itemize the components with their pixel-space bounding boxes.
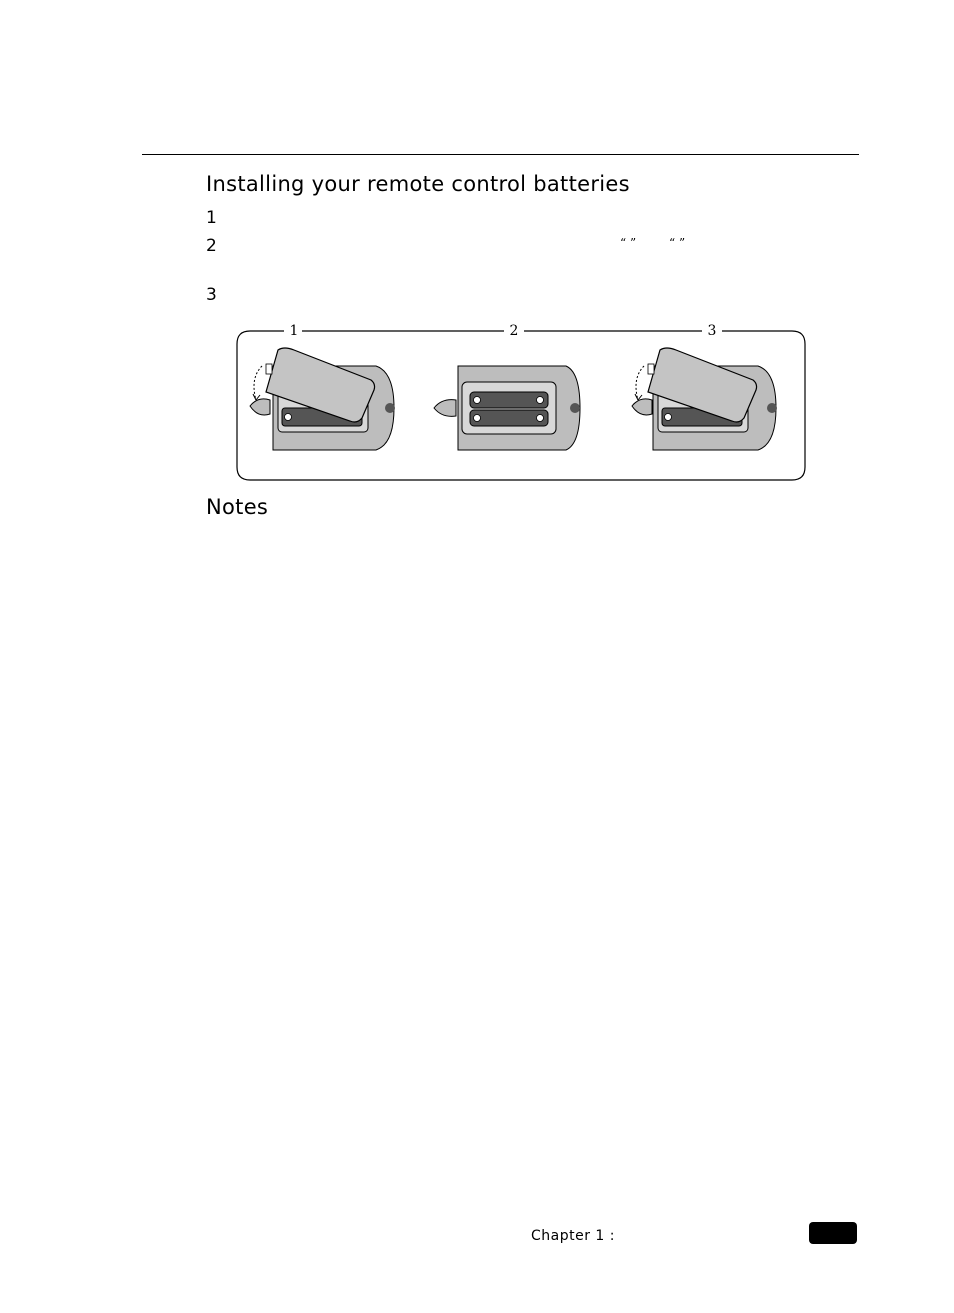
step-number-1: 1 <box>206 208 217 228</box>
remote-panel-2 <box>434 366 580 450</box>
figure-label-3: 3 <box>707 323 717 339</box>
remote-panel-3 <box>632 348 777 450</box>
step-number-2: 2 <box>206 236 217 256</box>
page-number-tab <box>809 1222 857 1244</box>
figure-label-1: 1 <box>289 323 299 339</box>
notes-heading: Notes <box>206 495 269 519</box>
footer-chapter: Chapter 1 : <box>531 1228 615 1244</box>
header-rule <box>142 154 859 155</box>
remote-panel-1 <box>250 348 395 450</box>
figure-label-2: 2 <box>509 323 519 339</box>
step-number-3: 3 <box>206 285 217 305</box>
battery-installation-figure <box>236 320 806 482</box>
quote-marks-1: “ ” <box>620 236 637 250</box>
quote-marks-2: “ ” <box>669 236 686 250</box>
section-title: Installing your remote control batteries <box>206 172 630 196</box>
